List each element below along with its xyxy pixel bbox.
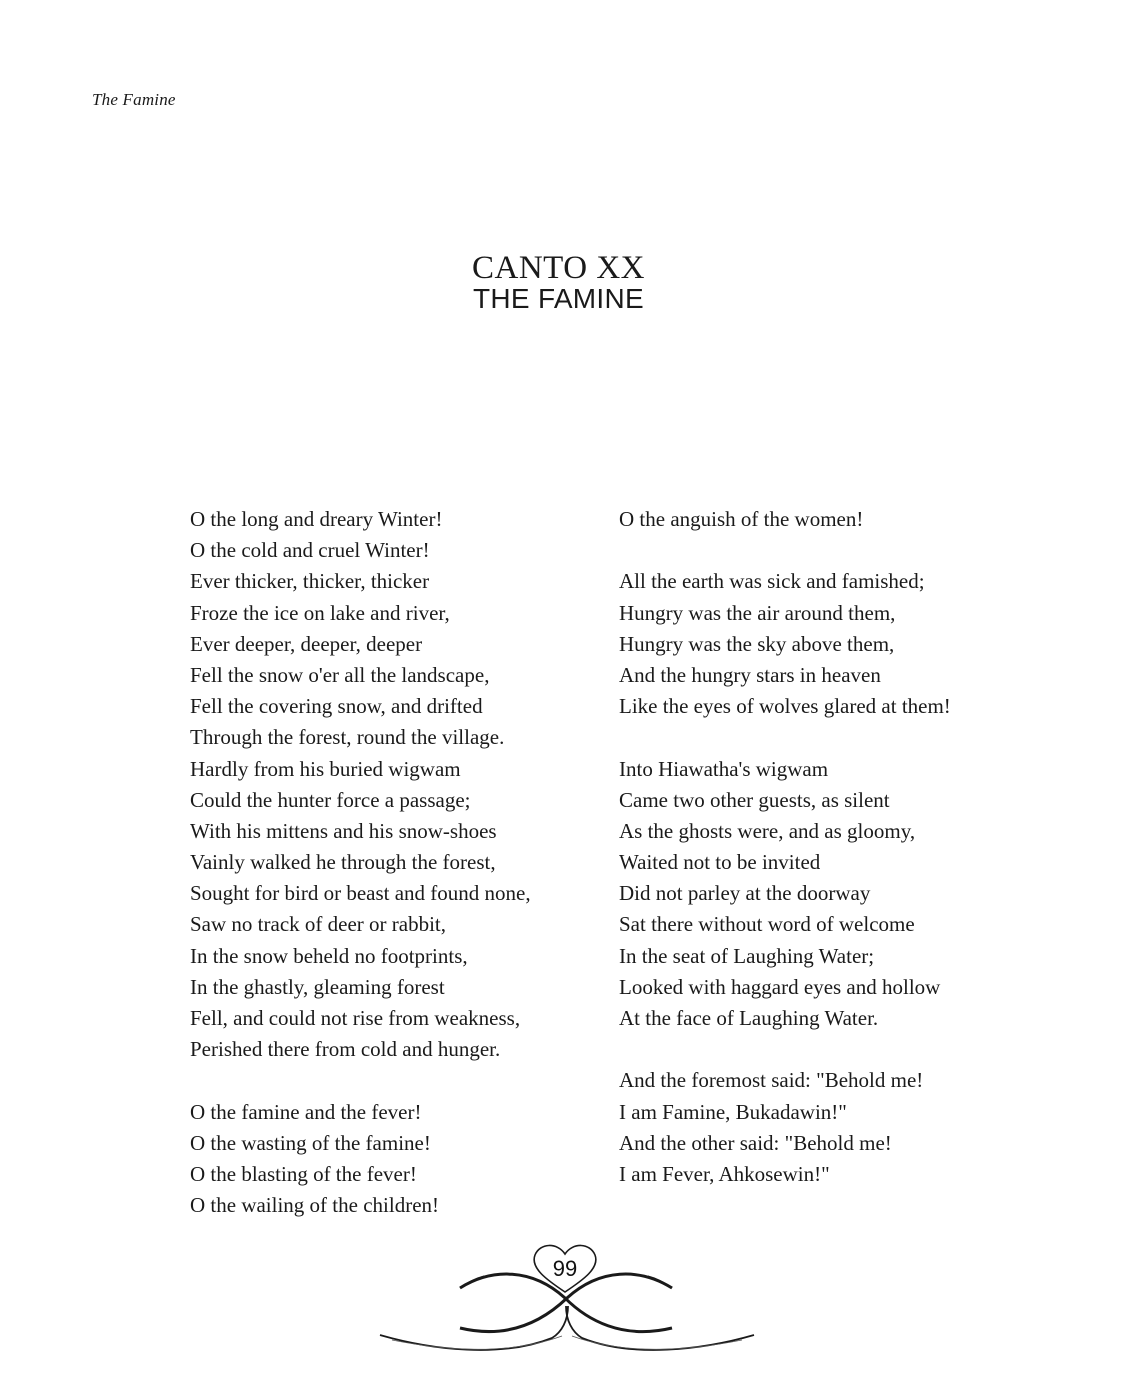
canto-title: THE FAMINE	[472, 283, 644, 314]
poem-line: O the wasting of the famine!	[190, 1130, 431, 1155]
poem-line: Came two other guests, as silent	[619, 787, 890, 812]
poem-line: O the cold and cruel Winter!	[190, 538, 430, 563]
poem-line: Hardly from his buried wigwam	[190, 756, 461, 781]
poem-line: Vainly walked he through the forest,	[190, 850, 496, 875]
poem-line: O the blasting of the fever!	[190, 1161, 417, 1186]
poem-line: Fell the covering snow, and drifted	[190, 694, 483, 719]
poem-line: Froze the ice on lake and river,	[190, 600, 450, 625]
poem-line: Sought for bird or beast and found none,	[190, 881, 531, 906]
poem-line: Through the forest, round the village.	[190, 725, 505, 750]
poem-line: At the face of Laughing Water.	[619, 1006, 879, 1030]
poem-line: I am Fever, Ahkosewin!"	[619, 1161, 830, 1186]
stanza	[619, 1065, 999, 1190]
poem-right-column	[619, 504, 999, 1221]
running-head: The Famine	[92, 90, 176, 109]
poem-line: In the ghastly, gleaming forest	[190, 974, 445, 999]
poem-line: Could the hunter force a passage;	[190, 787, 471, 812]
poem-line: In the snow beheld no footprints,	[190, 943, 468, 968]
poem-line: All the earth was sick and famished;	[619, 569, 925, 594]
poem-line: Fell, and could not rise from weakness,	[190, 1006, 521, 1030]
poem-line: Hungry was the sky above them,	[619, 631, 895, 656]
poem-line: Perished there from cold and hunger.	[190, 1037, 501, 1062]
poem-line: And the hungry stars in heaven	[619, 662, 881, 687]
poem-line: Ever deeper, deeper, deeper	[190, 631, 423, 656]
poem-line: Fell the snow o'er all the landscape,	[190, 662, 490, 687]
poem-line: Hungry was the air around them,	[619, 600, 896, 625]
stanza	[619, 504, 999, 535]
poem-line: As the ghosts were, and as gloomy,	[619, 818, 916, 843]
poem-line: Did not parley at the doorway	[619, 881, 871, 906]
poem-line: O the anguish of the women!	[619, 507, 864, 531]
poem-line: Waited not to be invited	[619, 850, 821, 875]
poem-line: O the famine and the fever!	[190, 1099, 422, 1124]
poem-line: And the foremost said: "Behold me!	[619, 1068, 924, 1093]
stanza	[619, 754, 999, 1035]
stanza	[190, 504, 610, 1065]
page-number: 99	[552, 1256, 578, 1281]
canto-number: CANTO XX	[472, 250, 645, 286]
poem-line: I am Famine, Bukadawin!"	[619, 1099, 847, 1124]
swash-left-upper	[460, 1274, 672, 1332]
poem-left-column	[190, 504, 610, 1253]
stanza	[190, 1097, 610, 1222]
poem-line: And the other said: "Behold me!	[619, 1130, 892, 1155]
poem-line: Ever thicker, thicker, thicker	[190, 569, 430, 594]
poem-line: O the wailing of the children!	[190, 1193, 440, 1218]
poem-line: Into Hiawatha's wigwam	[619, 756, 829, 781]
poem-line: Like the eyes of wolves glared at them!	[619, 694, 951, 719]
poem-line: In the seat of Laughing Water;	[619, 943, 875, 968]
poem-line: Sat there without word of welcome	[619, 912, 915, 937]
swash-right-upper	[460, 1274, 672, 1332]
stanza	[619, 566, 999, 722]
poem-line: With his mittens and his snow-shoes	[190, 818, 497, 843]
poem-line: O the long and dreary Winter!	[190, 507, 443, 531]
poem-line: Looked with haggard eyes and hollow	[619, 974, 941, 999]
poem-line: Saw no track of deer or rabbit,	[190, 912, 446, 937]
